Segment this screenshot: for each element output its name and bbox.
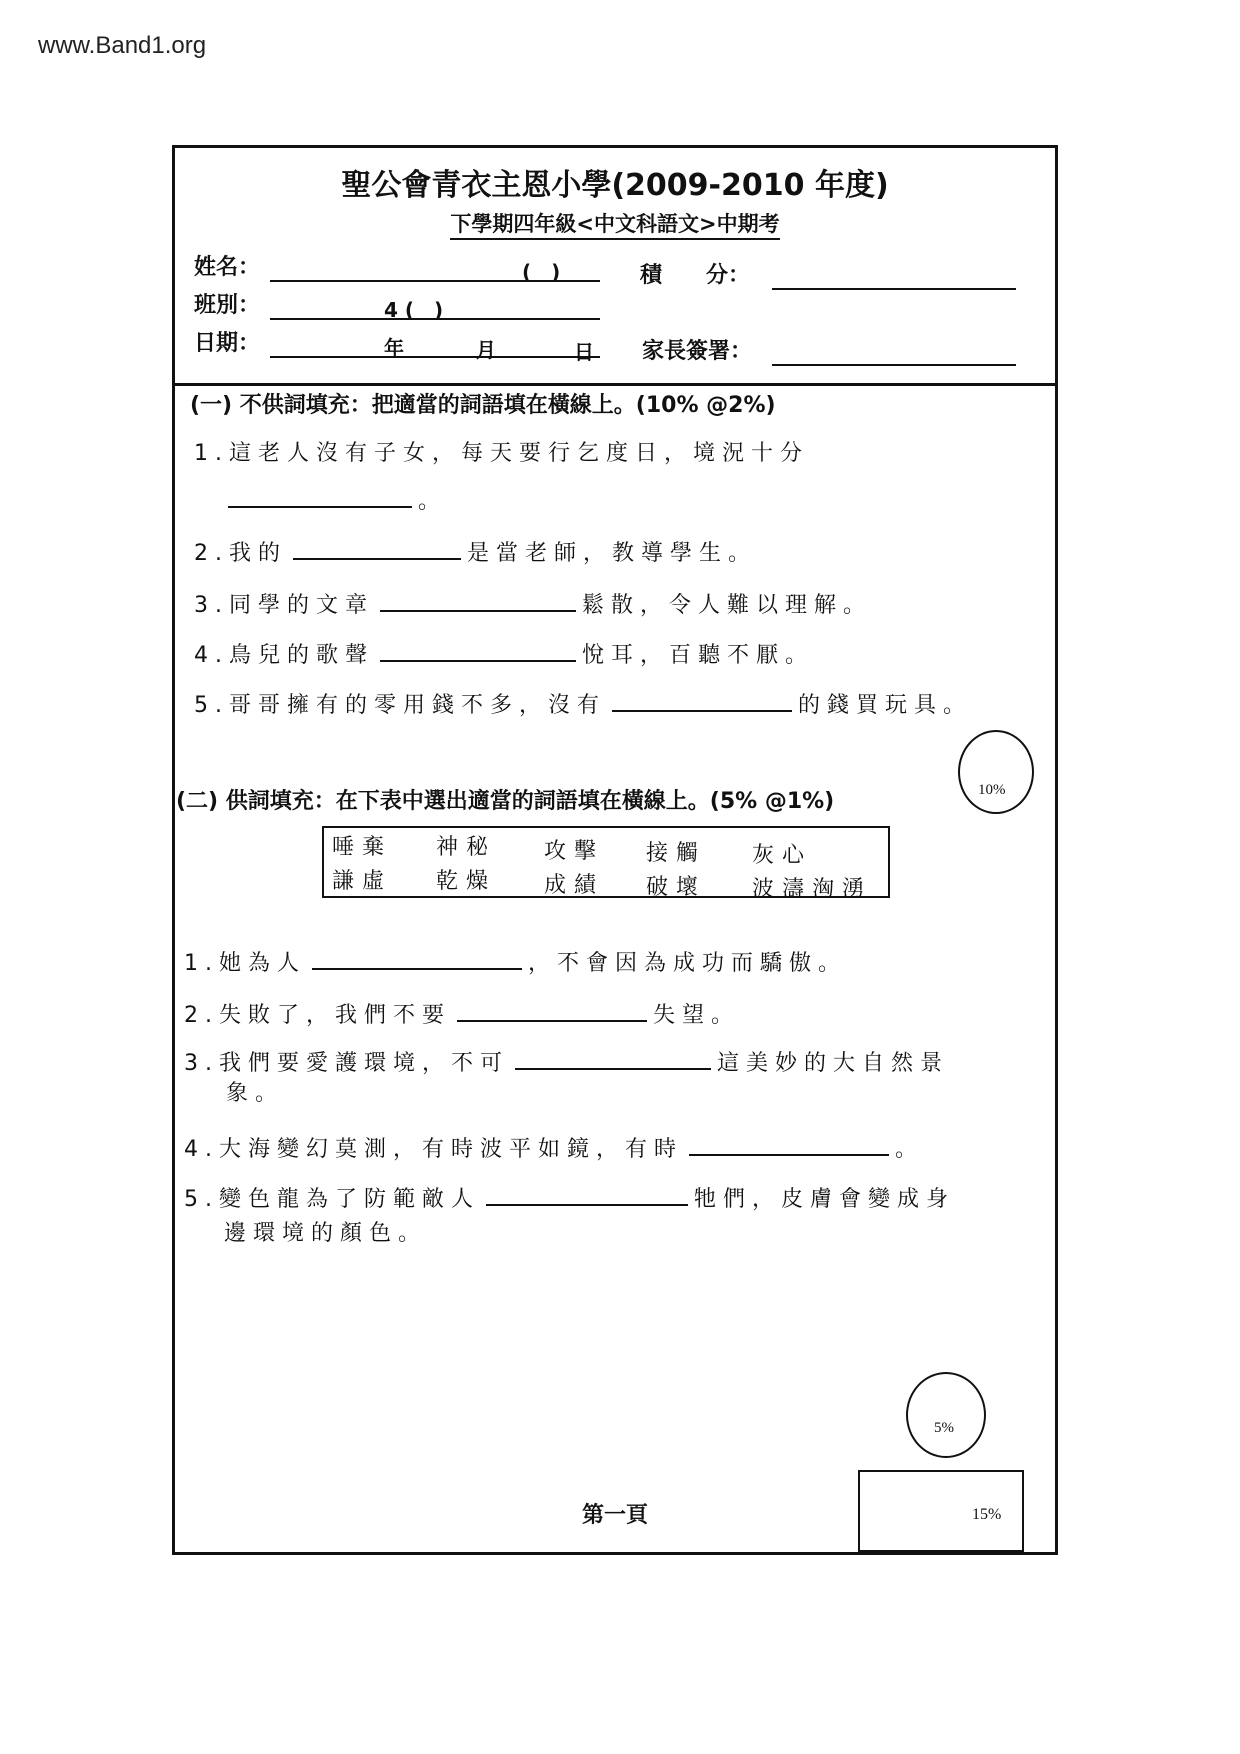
s2-q5-blank[interactable]	[486, 1186, 688, 1206]
date-label: 日期：	[194, 331, 261, 356]
score-label: 積 分：	[640, 263, 751, 288]
s1-q3-blank[interactable]	[380, 592, 576, 612]
s2-q3-text-a: 3.我們要愛護環境，不可	[184, 1051, 509, 1076]
s1-question-3	[194, 588, 872, 619]
exam-title-text: 下學期四年級<中文科語文>中期考	[450, 212, 779, 240]
s2-q5-text-a: 5.變色龍為了防範敵人	[184, 1187, 480, 1212]
s2-question-5	[184, 1182, 955, 1213]
s2-q2-blank[interactable]	[457, 1002, 647, 1022]
word-bank-item: 唾棄	[332, 835, 393, 860]
parent-signature-line[interactable]	[772, 364, 1016, 366]
s2-q2-text-b: 失望。	[653, 1003, 741, 1028]
s1-q2-text-a: 2.我的	[194, 541, 287, 566]
s1-q4-blank[interactable]	[380, 642, 576, 662]
s1-q1-end: 。	[418, 489, 448, 514]
s2-q4-text-a: 4.大海變幻莫測，有時波平如鏡，有時	[184, 1137, 683, 1162]
s2-q2-text-a: 2.失敗了，我們不要	[184, 1003, 451, 1028]
section2-score-circle	[906, 1372, 986, 1458]
s2-question-3-cont: 象。	[226, 1081, 285, 1106]
class-value: 4 ( )	[384, 298, 444, 322]
s2-q1-text-a: 1.她為人	[184, 951, 306, 976]
s2-question-2	[184, 998, 740, 1029]
name-label: 姓名：	[194, 255, 261, 280]
section1-score-circle	[958, 730, 1034, 814]
section1-score-text: 10%	[978, 782, 1006, 798]
section2-title: (二) 供詞填充：在下表中選出適當的詞語填在橫線上。(5% @1%)	[176, 789, 835, 814]
s2-q3-blank[interactable]	[515, 1050, 711, 1070]
header-divider	[172, 383, 1058, 386]
word-bank-item: 謙虛	[332, 869, 393, 894]
section2-score-text: 5%	[934, 1420, 954, 1436]
name-number-paren: ( )	[522, 260, 561, 284]
s1-question-5	[194, 688, 972, 719]
s2-q3-text-b: 這美妙的大自然景	[717, 1051, 950, 1076]
page-number: 第一頁	[581, 1503, 648, 1528]
s1-q4-text-b: 悅耳，百聽不厭。	[582, 643, 815, 668]
s1-question-1	[194, 436, 809, 467]
word-bank-item: 乾燥	[436, 869, 497, 894]
exam-title	[172, 208, 1058, 238]
s1-q2-text-b: 是當老師，教導學生。	[467, 541, 758, 566]
section1-title: (一) 不供詞填充：把適當的詞語填在橫線上。(10% @2%)	[190, 393, 776, 418]
word-bank-item: 神秘	[436, 835, 497, 860]
s1-q4-text-a: 4.鳥兒的歌聲	[194, 643, 374, 668]
s2-q1-blank[interactable]	[312, 950, 522, 970]
s2-question-3	[184, 1046, 949, 1077]
class-label: 班別：	[194, 293, 261, 318]
s2-q4-text-b: 。	[895, 1137, 925, 1162]
s2-q5-text-b: 牠們，皮膚會變成身	[694, 1187, 956, 1212]
s1-question-4	[194, 638, 814, 669]
s2-q4-blank[interactable]	[689, 1136, 889, 1156]
s2-question-5-cont: 邊環境的顏色。	[224, 1221, 428, 1246]
date-day: 日	[574, 340, 594, 364]
s1-q3-text-a: 3.同學的文章	[194, 593, 374, 618]
word-bank-item: 破壞	[646, 875, 707, 900]
parent-signature-label: 家長簽署：	[642, 339, 753, 364]
word-bank-item: 波濤洶湧	[752, 877, 873, 902]
s1-q1-blank[interactable]	[228, 488, 412, 508]
s1-q5-blank[interactable]	[612, 692, 792, 712]
word-bank-item: 接觸	[646, 841, 707, 866]
s2-question-4	[184, 1132, 924, 1163]
s2-q1-text-b: ，不會因為成功而驕傲。	[528, 951, 848, 976]
date-month: 月	[476, 338, 496, 362]
s1-q5-text-a: 5.哥哥擁有的零用錢不多，沒有	[194, 693, 606, 718]
watermark-url: www.Band1.org	[38, 32, 207, 59]
date-year: 年	[384, 336, 404, 360]
s1-q3-text-b: 鬆散，令人難以理解。	[582, 593, 873, 618]
s1-q1-text: 1.這老人沒有子女，每天要行乞度日，境況十分	[194, 441, 809, 466]
total-score-text: 15%	[972, 1506, 1002, 1523]
word-bank-item: 攻擊	[544, 839, 605, 864]
score-field-line[interactable]	[772, 288, 1016, 290]
s2-question-1	[184, 946, 847, 977]
school-title: 聖公會青衣主恩小學(2009-2010 年度)	[341, 168, 889, 203]
word-bank-item: 灰心	[752, 843, 813, 868]
s1-q5-text-b: 的錢買玩具。	[798, 693, 973, 718]
date-field-line[interactable]	[270, 356, 600, 358]
s1-q2-blank[interactable]	[293, 540, 461, 560]
s1-question-1-answer	[228, 484, 447, 515]
word-bank-item: 成績	[544, 873, 605, 898]
s1-question-2	[194, 536, 757, 567]
